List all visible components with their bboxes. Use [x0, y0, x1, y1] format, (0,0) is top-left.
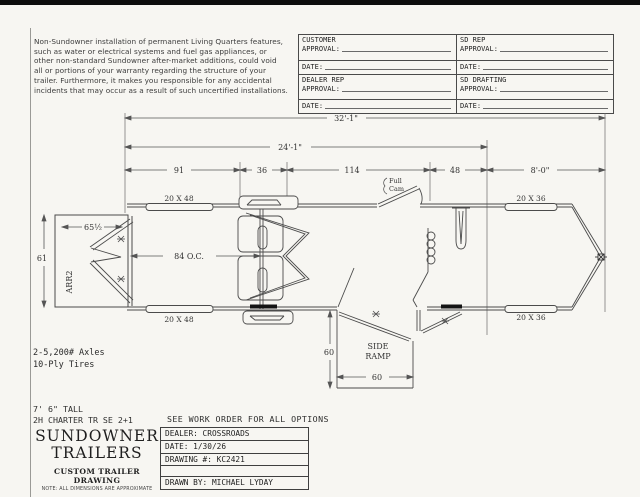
date-label: DATE:: [460, 63, 482, 71]
trailer-height-note: 7' 6" TALL: [33, 404, 83, 414]
sd-rep-approval-title: SD REP: [460, 36, 486, 44]
dim-neck-section: 48: [449, 166, 461, 175]
ramp-side-door: [417, 310, 462, 333]
drawing-subtitle: CUSTOM TRAILER DRAWING: [54, 467, 140, 485]
running-gear-notes: [33, 348, 105, 371]
blank-row: [161, 465, 308, 476]
trailer-model-note: 2H CHARTER TR SE 2+1: [33, 415, 133, 425]
dim-rear-width: 61: [36, 254, 48, 263]
disclaimer-line: Non-Sundowner installation of permanent Living Quarters features,: [34, 37, 284, 46]
dim-rear-door: 65½: [84, 223, 102, 232]
approval-label: APPROVAL:: [460, 85, 498, 93]
dim-ramp-width: 60: [371, 373, 383, 382]
rear-width-dimension: [42, 215, 122, 307]
approval-label: APPROVAL:: [302, 85, 340, 93]
dimension-labels: [174, 114, 549, 175]
company-block: [35, 428, 159, 492]
date-label: DATE:: [302, 102, 324, 110]
dim-rear-section: 91: [173, 166, 185, 175]
dealer-row: DEALER: CROSSROADS: [165, 429, 250, 438]
customer-approval-title: CUSTOMER: [302, 36, 336, 44]
hinge-mark-icon: [372, 311, 449, 324]
disclaimer-line: such as water or electrical systems and fuel gas appliances, or: [34, 46, 267, 56]
dim-axle-spacing: 84 O.C.: [174, 252, 204, 261]
floor-mats: [250, 305, 462, 309]
disclaimer-line: all or portions of your warranty regarding the structure of your: [34, 66, 267, 76]
arr2-label: ARR2: [65, 270, 74, 294]
windows: [146, 204, 557, 313]
dealer-rep-approval-title: DEALER REP: [302, 76, 345, 84]
hanging-door: [452, 208, 470, 249]
full-cam-label-line1: Full: [389, 177, 402, 185]
tires-note: 10-Ply Tires: [33, 359, 95, 370]
company-name-line1: SUNDOWNER: [35, 427, 159, 445]
disclaimer-line: incidents that may occur as a result of such uncertified installations.: [34, 85, 288, 95]
date-label: DATE:: [460, 102, 482, 110]
dim-main-length: 24'-1": [278, 143, 302, 152]
side-ramp-label-line1: SIDE: [367, 342, 389, 351]
full-cam-label: [389, 177, 404, 193]
disclaimer-line: other non-standard Sundowner after-market additions, could void: [34, 56, 277, 66]
window-label-20x48-bottom: 20 X 48: [164, 315, 194, 324]
drawing-info-table: [160, 427, 309, 490]
full-cam-label-line2: Cam: [389, 185, 405, 193]
disclaimer-line: trailer. Furthermore, it makes you responsible for any accidental: [34, 75, 272, 85]
sd-drafting-approval-title: SD DRAFTING: [460, 76, 507, 84]
window-label-20x48-top: 20 X 48: [164, 194, 194, 203]
company-name-line2: TRAILERS: [51, 444, 143, 462]
window-label-20x36-top: 20 X 36: [516, 194, 546, 203]
stall-doors: [238, 216, 283, 300]
drawing-number-row: DRAWING #: KC2421: [161, 453, 308, 465]
dimension-lines: [125, 116, 605, 172]
drawn-by-row: DRAWN BY: MICHAEL LYDAY: [161, 476, 308, 489]
work-order-note: SEE WORK ORDER FOR ALL OPTIONS: [167, 414, 329, 424]
dimensions-note: NOTE: ALL DIMENSIONS ARE APPROXIMATE: [41, 487, 153, 492]
date-row: DATE: 1/30/26: [161, 440, 308, 453]
dim-overall-length: 32'-1": [334, 114, 358, 123]
window-label-20x36-bottom: 20 X 36: [516, 313, 546, 322]
extension-lines: [125, 113, 605, 335]
approval-label: APPROVAL:: [460, 45, 498, 53]
date-label: DATE:: [302, 63, 324, 71]
axles-note: 2-5,200# Axles: [33, 348, 105, 358]
hinge-mark-icon: [117, 236, 125, 282]
dim-nose-section: 8'-0": [530, 166, 550, 175]
window-labels: [164, 194, 545, 324]
dim-mid-section: 114: [344, 166, 360, 175]
dim-ramp-height: 60: [323, 348, 335, 357]
side-ramp-label: [365, 342, 391, 361]
dim-stall-section: 36: [256, 166, 268, 175]
approval-label: APPROVAL:: [302, 45, 340, 53]
gooseneck-wall-coil: [338, 228, 435, 307]
side-ramp-label-line2: RAMP: [365, 352, 391, 361]
